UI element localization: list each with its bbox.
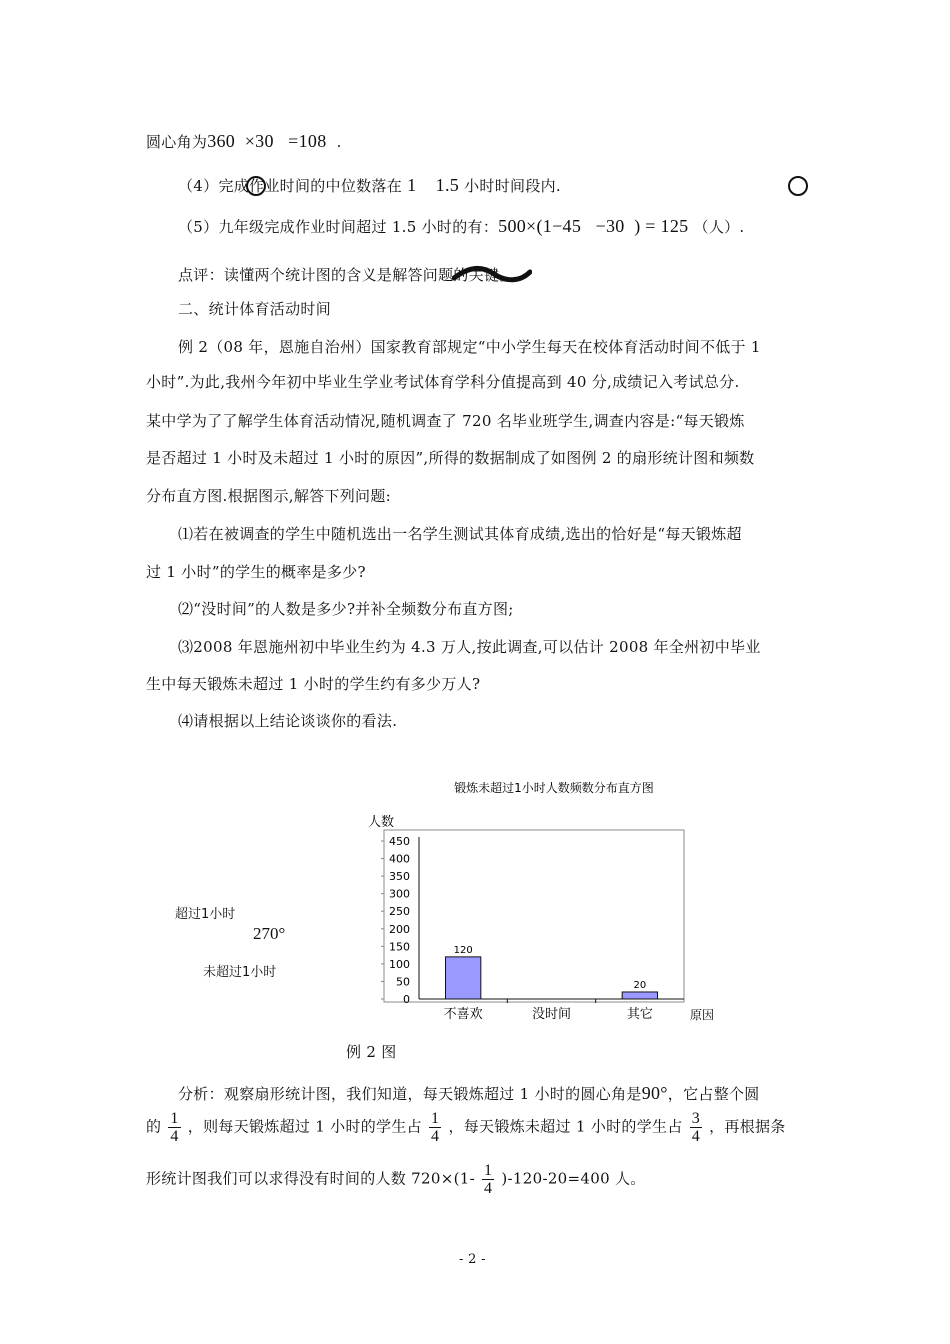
numerator: 1 xyxy=(484,1162,493,1179)
text: ，则每天锻炼超过 1 小时的学生占 xyxy=(187,1117,422,1136)
line-median xyxy=(178,175,561,196)
denominator: 4 xyxy=(484,1180,493,1197)
x-tick-label: 其它 xyxy=(626,1007,653,1022)
y-tick-label: 250 xyxy=(389,905,410,919)
problem-line-3: 某中学为了了解学生体育活动情况,随机调查了 720 名毕业班学生,调查内容是:“每天锻炼 xyxy=(146,412,745,430)
question-1-a: ⑴若在被调查的学生中随机选出一名学生测试其体育成绩,选出的恰好是“每天锻炼超 xyxy=(178,525,742,543)
y-tick-label: 300 xyxy=(389,887,410,901)
denominator: 4 xyxy=(691,1128,701,1145)
line-comment: 点评：读懂两个统计图的含义是解答问题的关键。 xyxy=(178,266,515,284)
y-tick-label: 0 xyxy=(403,993,410,1006)
question-2: ⑵“没时间”的人数是多少?并补全频数分布直方图; xyxy=(178,600,514,618)
circle-mark xyxy=(246,176,266,196)
bar xyxy=(446,957,481,999)
question-3-b: 生中每天锻炼未超过 1 小时的学生约有多少万人? xyxy=(146,675,481,693)
data-label: 20 xyxy=(633,979,647,991)
plot-frame xyxy=(384,830,684,1002)
text: 小时时间段内. xyxy=(464,177,561,195)
text: ，再根据条 xyxy=(709,1117,786,1136)
text: 圆心角为 xyxy=(146,133,208,151)
text: （4）完成 xyxy=(178,177,250,195)
y-tick-label: 100 xyxy=(389,957,410,971)
problem-line-2: 小时”.为此,我州今年初中毕业生学业考试体育学科分值提高到 40 分,成绩记入考试总分. xyxy=(146,373,740,391)
y-tick-label: 150 xyxy=(389,940,410,954)
analysis-line-1 xyxy=(178,1083,760,1104)
y-tick-label: 400 xyxy=(389,852,410,866)
section-heading: 二、统计体育活动时间 xyxy=(178,300,332,318)
pie-label-under-1-hour: 未超过1小时 xyxy=(203,965,277,980)
line-central-angle xyxy=(146,131,342,152)
text: （人）. xyxy=(693,218,745,236)
y-axis-label: 人数 xyxy=(368,815,395,830)
y-tick-label: 350 xyxy=(389,870,410,884)
math-expression: 1 1.5 xyxy=(407,175,460,195)
denominator: 4 xyxy=(431,1128,440,1145)
numerator: 1 xyxy=(431,1110,440,1127)
text: 的 xyxy=(146,1117,162,1136)
analysis-line-2 xyxy=(146,1110,786,1145)
text: （5）九年级完成作业时间超过 1.5 小时的有： xyxy=(178,218,499,236)
y-tick-label: 200 xyxy=(389,922,410,936)
data-label: 120 xyxy=(453,944,473,956)
numerator: 1 xyxy=(170,1110,179,1127)
x-tick-label: 不喜欢 xyxy=(443,1007,483,1022)
fraction-one-quarter xyxy=(429,1110,441,1145)
question-1-b: 过 1 小时”的学生的概率是多少? xyxy=(146,563,366,581)
analysis-line-3 xyxy=(146,1162,646,1197)
text: ，每天锻炼未超过 1 小时的学生占 xyxy=(448,1117,683,1136)
problem-line-1: 例 2（08 年，恩施自治州）国家教育部规定“中小学生每天在校体育活动时间不低于 1 xyxy=(178,338,761,356)
line-over-1-5-hours xyxy=(178,216,744,237)
text: . xyxy=(336,133,342,151)
y-tick-label: 450 xyxy=(389,835,410,848)
figure-caption: 例 2 图 xyxy=(346,1043,397,1061)
problem-line-4: 是否超过 1 小时及未超过 1 小时的原因”,所得的数据制成了如图例 2 的扇形统计图和频数 xyxy=(146,449,755,467)
text: 作业时间的中位数落在 xyxy=(249,177,403,195)
problem-line-5: 分布直方图.根据图示,解答下列问题: xyxy=(146,487,391,505)
numerator: 3 xyxy=(691,1110,701,1127)
fraction-three-quarters xyxy=(690,1110,702,1145)
denominator: 4 xyxy=(170,1128,179,1145)
histogram-chart xyxy=(360,775,740,1030)
question-3-a: ⑶2008 年恩施州初中毕业生约为 4.3 万人,按此调查,可以估计 2008 年全州初中毕业 xyxy=(178,638,761,656)
circle-mark xyxy=(788,176,808,196)
fraction-one-quarter xyxy=(168,1110,180,1145)
x-axis-label: 原因 xyxy=(690,1008,715,1022)
math-expression: 500×(1−45 −30 ) = 125 xyxy=(498,216,689,236)
text: 形统计图我们可以求得没有时间的人数 720×(1- xyxy=(146,1169,475,1188)
text: 分析：观察扇形统计图，我们知道，每天锻炼超过 1 小时的圆心角是 xyxy=(178,1085,642,1103)
fraction-one-quarter xyxy=(482,1162,494,1197)
text: )-120-20=400 人。 xyxy=(501,1169,646,1188)
x-tick-label: 没时间 xyxy=(531,1007,572,1022)
text: ，它占整个圆 xyxy=(667,1085,760,1103)
pie-label-angle: 270° xyxy=(253,924,286,943)
math-angle: 90° xyxy=(641,1083,668,1103)
bars xyxy=(446,945,658,999)
bar xyxy=(622,992,657,999)
question-4: ⑷请根据以上结论谈谈你的看法. xyxy=(178,712,398,730)
page-number: - 2 - xyxy=(459,1252,486,1267)
chart-title: 锻炼未超过1小时人数频数分布直方图 xyxy=(454,781,654,795)
y-tick-label: 50 xyxy=(396,975,410,989)
math-expression: 360 ×30 =108 xyxy=(207,131,327,151)
pie-label-over-1-hour: 超过1小时 xyxy=(175,907,236,922)
scribble-mark xyxy=(452,264,532,284)
